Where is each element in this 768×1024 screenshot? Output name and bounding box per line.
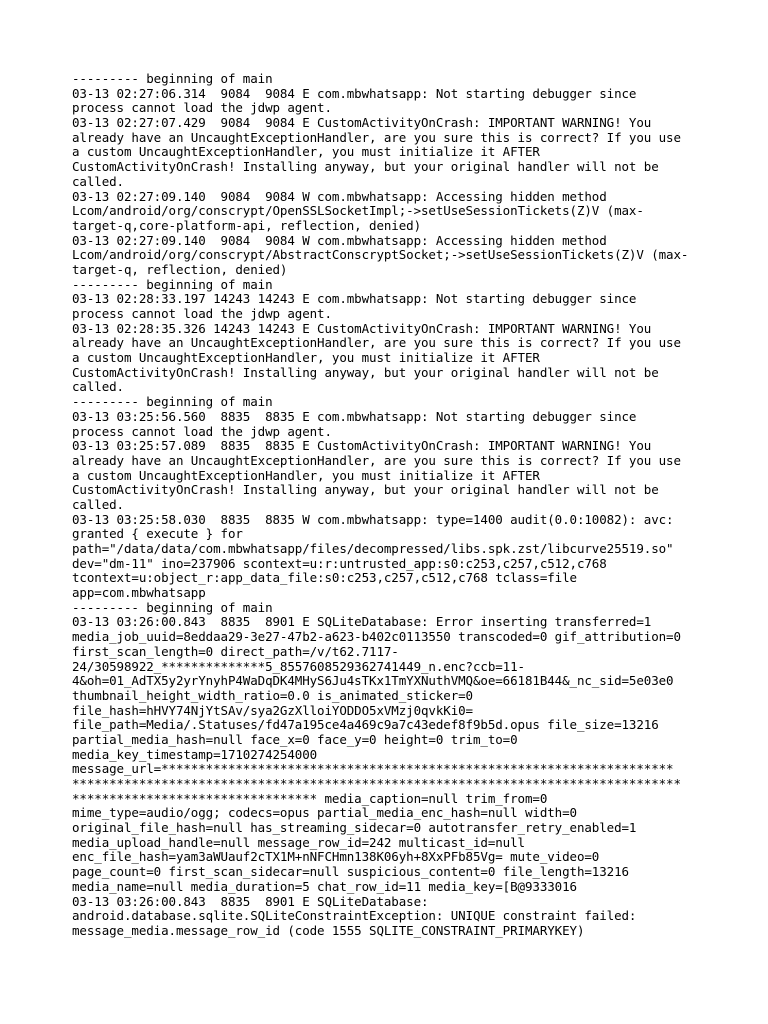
log-line: --------- beginning of main: [72, 71, 273, 86]
log-line: target-q,core-platform-api, reflection, denied): [72, 217, 422, 233]
log-line: 03-13 02:27:09.140 9084 9084 W com.mbwhatsapp: Accessing hidden method: [72, 188, 607, 204]
log-line: media_key_timestamp=1710274254000: [72, 746, 318, 762]
log-line: mime_type=audio/ogg; codecs=opus partial_media_enc_hash=null width=0: [72, 805, 577, 821]
log-line: media_job_uuid=8eddaa29-3e27-47b2-a623-b402c0113550 transcoded=0 gif_attribution=0: [72, 629, 681, 645]
log-document: [72, 72, 708, 939]
log-text-block: [72, 72, 708, 939]
log-line: process cannot load the jdwp agent.: [72, 100, 332, 116]
log-line: **********************************************************************************: [72, 776, 681, 791]
log-line: --------- beginning of main: [72, 276, 273, 292]
log-line: ********************************* media_caption=null trim_from=0: [72, 790, 548, 806]
log-line: 03-13 02:28:35.326 14243 14243 E CustomActivityOnCrash: IMPORTANT WARNING! You: [72, 320, 652, 336]
log-line: thumbnail_height_width_ratio=0.0 is_animated_sticker=0: [72, 687, 473, 703]
log-line: called.: [72, 496, 124, 512]
log-line: first_scan_length=0 direct_path=/v/t62.7117-: [72, 643, 399, 659]
log-line: called.: [72, 173, 124, 189]
log-line: dev="dm-11" ino=237906 scontext=u:r:untrusted_app:s0:c253,c257,c512,c768: [72, 555, 607, 571]
log-line: partial_media_hash=null face_x=0 face_y=0 height=0 trim_to=0: [72, 731, 518, 747]
log-line: already have an UncaughtExceptionHandler, are you sure this is correct? If you use: [72, 335, 681, 351]
log-line: file_hash=hHVY74NjYtSAv/sya2GzXlloiYODDO5xVMzj0qvkKi0=: [72, 702, 473, 718]
log-line: message_media.message_row_id (code 1555 SQLITE_CONSTRAINT_PRIMARYKEY): [72, 922, 585, 938]
log-line: already have an UncaughtExceptionHandler, are you sure this is correct? If you use: [72, 452, 681, 468]
log-line: granted { execute } for: [72, 526, 243, 542]
log-line: message_url=*********************************************************************: [72, 761, 674, 777]
log-line: app=com.mbwhatsapp: [72, 585, 206, 601]
log-line: 03-13 03:25:58.030 8835 8835 W com.mbwhatsapp: type=1400 audit(0.0:10082): avc:: [72, 511, 674, 527]
log-line: CustomActivityOnCrash! Installing anyway, but your original handler will not be: [72, 159, 659, 175]
log-line: path="/data/data/com.mbwhatsapp/files/decompressed/libs.spk.zst/libcurve25519.so": [72, 541, 674, 556]
log-line: a custom UncaughtExceptionHandler, you must initialize it AFTER: [72, 350, 540, 366]
log-line: 03-13 03:25:56.560 8835 8835 E com.mbwhatsapp: Not starting debugger since: [72, 408, 637, 424]
log-line: target-q, reflection, denied): [72, 261, 288, 277]
log-line: original_file_hash=null has_streaming_sidecar=0 autotransfer_retry_enabled=1: [72, 820, 637, 836]
log-line: media_upload_handle=null message_row_id=242 multicast_id=null: [72, 834, 525, 850]
log-line: 03-13 02:28:33.197 14243 14243 E com.mbwhatsapp: Not starting debugger since: [72, 291, 637, 307]
log-line: CustomActivityOnCrash! Installing anyway, but your original handler will not be: [72, 364, 659, 380]
log-line: 24/30598922_**************5_8557608529362741449_n.enc?ccb=11-: [72, 658, 525, 674]
log-line: 03-13 02:27:07.429 9084 9084 E CustomActivityOnCrash: IMPORTANT WARNING! You: [72, 115, 652, 131]
log-line: already have an UncaughtExceptionHandler, are you sure this is correct? If you use: [72, 129, 681, 145]
log-line: 03-13 03:26:00.843 8835 8901 E SQLiteDatabase: Error inserting transferred=1: [72, 614, 652, 630]
log-line: android.database.sqlite.SQLiteConstraintException: UNIQUE constraint failed:: [72, 908, 637, 924]
log-line: a custom UncaughtExceptionHandler, you must initialize it AFTER: [72, 144, 540, 160]
log-line: page_count=0 first_scan_sidecar=null suspicious_content=0 file_length=13216: [72, 864, 629, 880]
log-line: Lcom/android/org/conscrypt/OpenSSLSocketImpl;->setUseSessionTickets(Z)V (max-: [72, 203, 644, 219]
log-line: tcontext=u:object_r:app_data_file:s0:c253,c257,c512,c768 tclass=file: [72, 570, 577, 586]
log-line: --------- beginning of main: [72, 394, 273, 410]
log-line: CustomActivityOnCrash! Installing anyway, but your original handler will not be: [72, 482, 659, 498]
log-line: 03-13 03:25:57.089 8835 8835 E CustomActivityOnCrash: IMPORTANT WARNING! You: [72, 438, 652, 454]
log-line: process cannot load the jdwp agent.: [72, 423, 332, 439]
log-line: process cannot load the jdwp agent.: [72, 306, 332, 321]
log-line: enc_file_hash=yam3aWUauf2cTX1M+nNFCHmn138K06yh+8XxPFb85Vg= mute_video=0: [72, 849, 600, 865]
log-line: 03-13 02:27:09.140 9084 9084 W com.mbwhatsapp: Accessing hidden method: [72, 232, 607, 248]
log-line: 03-13 03:26:00.843 8835 8901 E SQLiteDatabase:: [72, 893, 429, 909]
log-line: a custom UncaughtExceptionHandler, you must initialize it AFTER: [72, 467, 540, 483]
log-line: file_path=Media/.Statuses/fd47a195ce4a469c9a7c43edef8f9b5d.opus file_size=13216: [72, 717, 659, 733]
log-line: media_name=null media_duration=5 chat_row_id=11 media_key=[B@9333016: [72, 878, 577, 894]
log-line: Lcom/android/org/conscrypt/AbstractConscryptSocket;->setUseSessionTickets(Z)V (max-: [72, 247, 689, 263]
log-line: 4&oh=01_AdTX5y2yrYnyhP4WaDqDK4MHyS6Ju4sTKx1TmYXNuthVMQ&oe=66181B44&_nc_sid=5e03e0: [72, 673, 674, 689]
log-line: --------- beginning of main: [72, 599, 273, 615]
log-line: called.: [72, 379, 124, 395]
log-line: 03-13 02:27:06.314 9084 9084 E com.mbwhatsapp: Not starting debugger since: [72, 85, 637, 101]
